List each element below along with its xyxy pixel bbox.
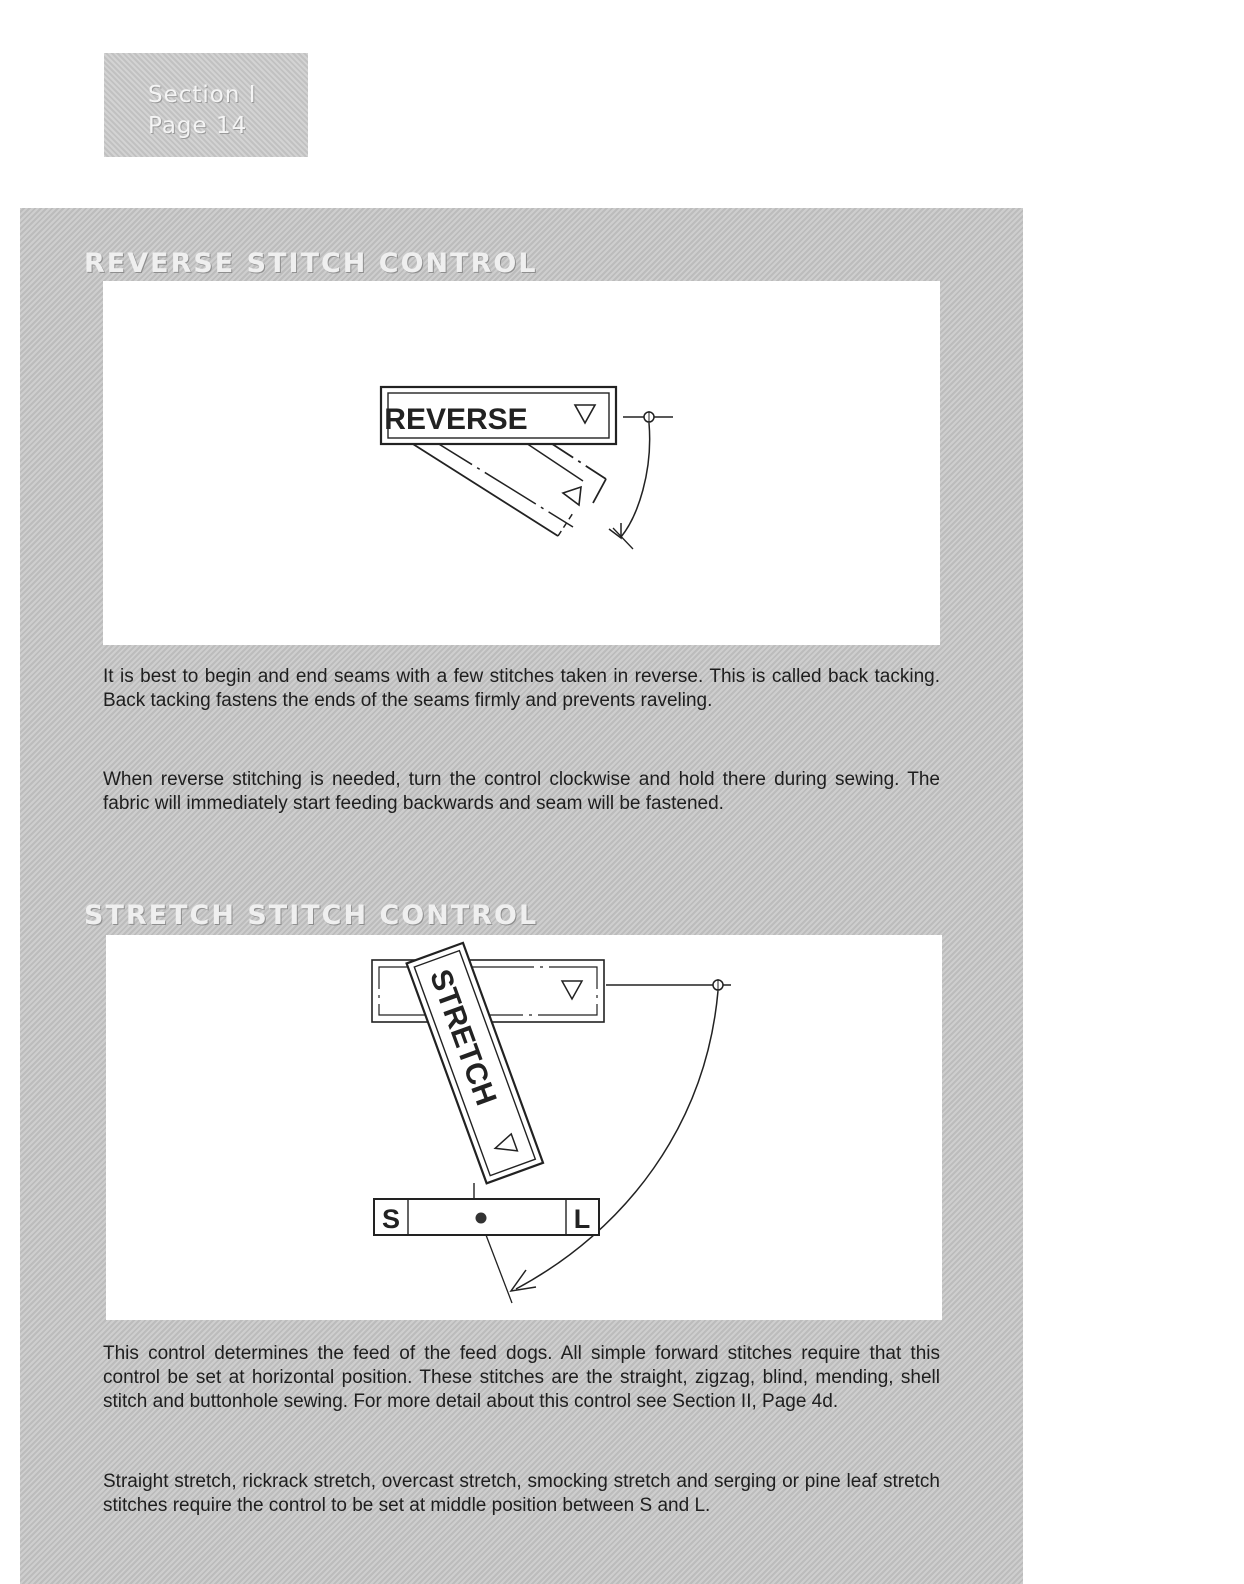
reverse-heading: REVERSE STITCH CONTROL: [84, 248, 538, 279]
scale-right-label: L: [573, 1204, 591, 1234]
stretch-diagram: [106, 935, 942, 1320]
scale-left-label: S: [381, 1204, 401, 1234]
middle-dot-icon: [476, 1213, 487, 1224]
page-label: Page 14: [148, 113, 248, 139]
stretch-paragraph-1: This control determines the feed of the feed dogs. All simple forward stitches require that this control be set at horizontal position. These stitches are the straight, zigzag, blind, mending, shell stitch and buttonhole sewing. For more detail about this control see Section II, Page 4d.: [103, 1343, 940, 1412]
reverse-paragraph-2: When reverse stitching is needed, turn the control clockwise and hold there during sewing. The fabric will immediately start feeding backwards and seam will be fastened.: [103, 769, 940, 814]
section-label: Section I: [148, 82, 257, 108]
rotation-arc: [516, 991, 718, 1289]
section-tab: [104, 53, 308, 157]
stretch-paragraph-2: Straight stretch, rickrack stretch, overcast stretch, smocking stretch and serging or pine leaf stretch stitches require the control to be set at middle position between S and L.: [103, 1471, 940, 1516]
stretch-figure: [106, 935, 942, 1320]
stretch-control-label: STRETCH: [423, 965, 503, 1110]
ghost-triangle-icon: [563, 487, 581, 505]
reverse-paragraph-1: It is best to begin and end seams with a few stitches taken in reverse. This is called back tacking. Back tacking fastens the ends of the seams firmly and prevents raveling.: [103, 666, 940, 711]
ghost-triangle-icon: [562, 981, 582, 999]
stretch-lever: [407, 943, 543, 1183]
stretch-heading: STRETCH STITCH CONTROL: [84, 900, 539, 931]
reverse-diagram: [103, 281, 940, 645]
reverse-control-label: REVERSE: [384, 403, 528, 436]
reverse-figure: [103, 281, 940, 645]
rotation-arc: [621, 423, 650, 537]
